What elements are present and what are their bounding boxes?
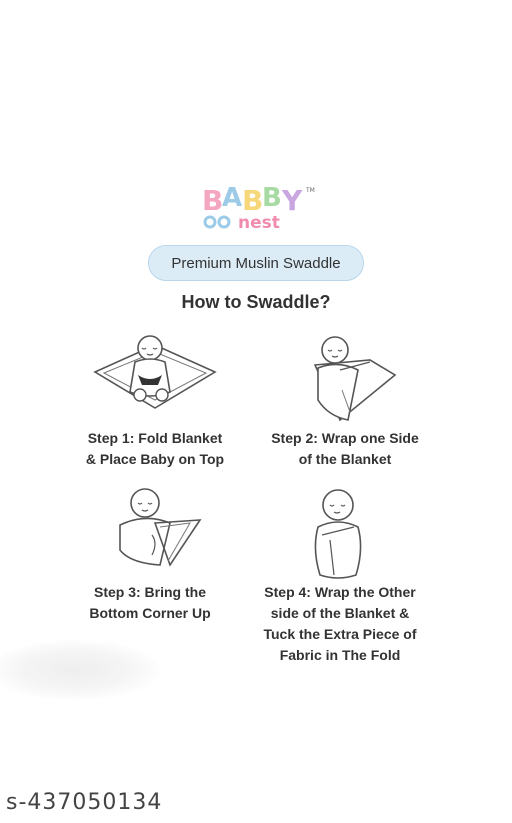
step-3-line-1: Step 3: Bring the <box>93 584 206 600</box>
logo-tm: TM <box>306 187 315 194</box>
step-2-caption <box>255 428 435 470</box>
logo-letter-b2: B <box>242 184 264 217</box>
step-4-line-4: Fabric in The Fold <box>279 647 401 663</box>
baby-on-blanket-illustration <box>90 330 220 420</box>
step-3-line-2: Bottom Corner Up <box>89 605 211 621</box>
logo-letter-b1: B <box>202 184 224 217</box>
step-2-line-1: Step 2: Wrap one Side <box>271 430 419 446</box>
step-2-line-2: of the Blanket <box>298 451 392 467</box>
bottom-corner-up-illustration <box>100 485 215 575</box>
swaddled-baby-illustration <box>300 485 380 580</box>
step-1-line-1: Step 1: Fold Blanket <box>87 430 223 446</box>
step-4-line-2: side of the Blanket & <box>270 605 410 621</box>
product-badge <box>148 245 364 281</box>
logo-wheel-right <box>219 217 229 227</box>
logo-wheel-left <box>205 217 215 227</box>
logo-letter-a: A <box>222 183 243 213</box>
step-4-line-1: Step 4: Wrap the Other <box>264 584 416 600</box>
logo-letter-y: Y <box>282 184 303 217</box>
step-1-line-2: & Place Baby on Top <box>85 451 225 467</box>
step-4-caption <box>250 582 430 666</box>
background-smudge <box>0 640 160 700</box>
step-3-caption <box>70 582 230 624</box>
product-sku: s-437050134 <box>6 790 163 815</box>
step-4-line-3: Tuck the Extra Piece of <box>263 626 417 642</box>
brand-logo <box>200 180 320 232</box>
logo-letter-b3: B <box>262 183 282 213</box>
step-1-caption <box>70 428 240 470</box>
page-heading: How to Swaddle? <box>181 292 331 312</box>
wrap-one-side-illustration <box>300 330 410 425</box>
product-badge-label: Premium Muslin Swaddle <box>171 254 341 272</box>
logo-nest-text: nest <box>238 213 280 232</box>
